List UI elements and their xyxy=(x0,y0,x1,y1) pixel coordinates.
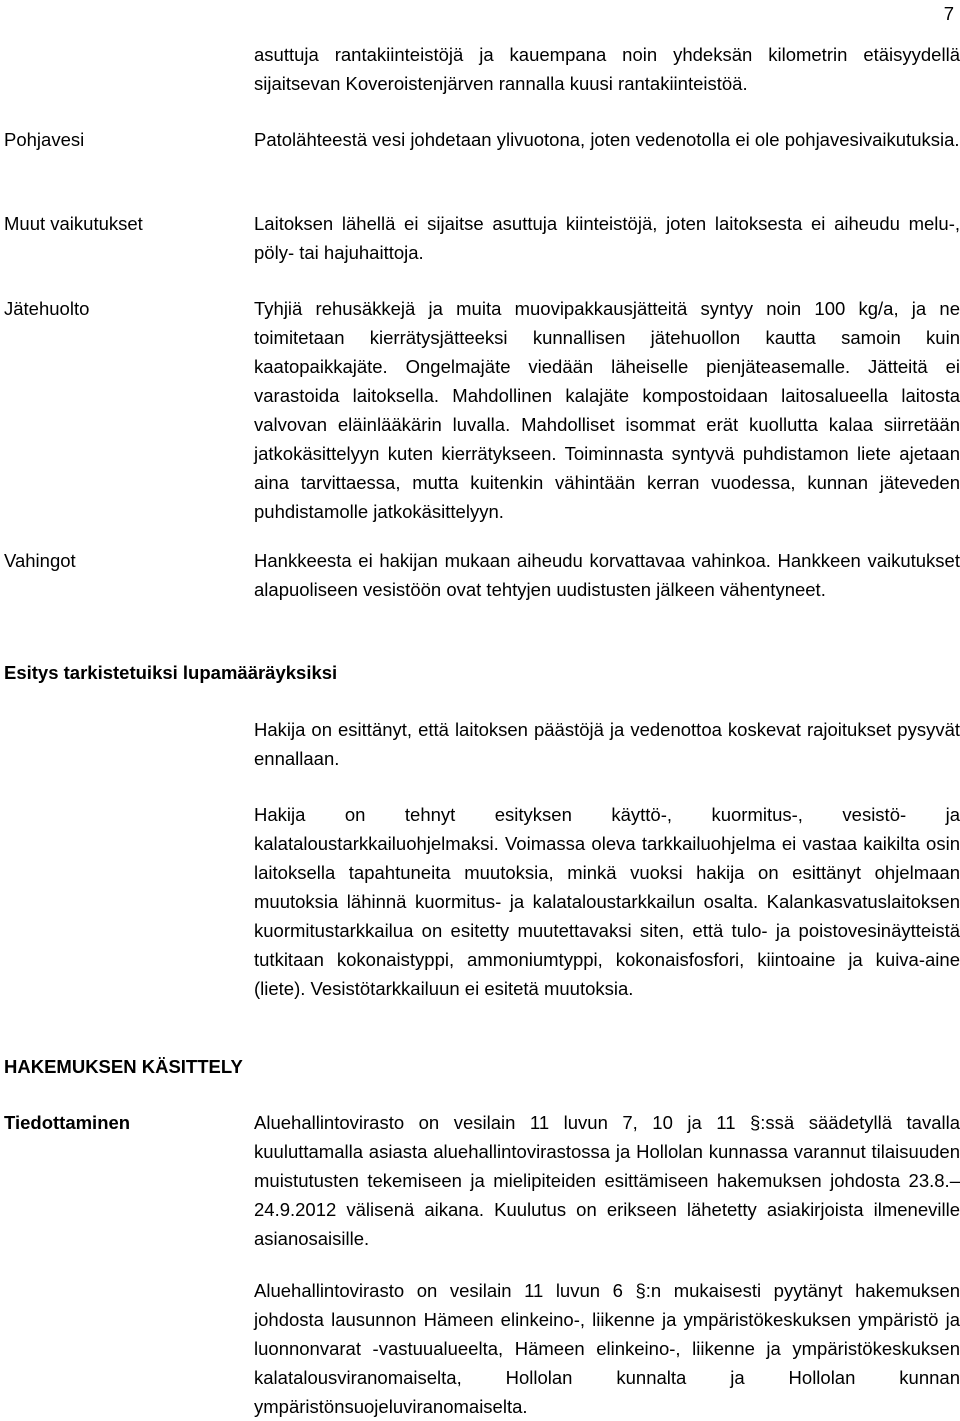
esitys-paragraph-1: Hakija on esittänyt, että laitoksen päästöjä ja vedenottoa koskevat rajoitukset pysyvät ennallaan. xyxy=(254,719,960,769)
esitys-paragraph-2: Hakija on tehnyt esityksen käyttö-, kuormitus-, vesistö- ja kalataloustarkkailuohjelmaksi. Voimassa oleva tarkkailuohjelma ei vastaa kaikilta osin laitoksella tapahtuneita muutoksia, minkä vuoksi hakija on esittänyt ohjelmaan muutoksia lähinnä kuormitus- ja kalataloustarkkailun osalta. Kalankasvatuslaitoksen kuormitustarkkailua on esitetty muutettavaksi siten, että tulo- ja poistovesinäytteistä tutkitaan kokonaistyppi, ammoniumtyppi, kokonaisfosfori, kiintoaine ja kuiva-aine (liete). Vesistötarkkailuun ei esitetä muutoksia. xyxy=(254,804,960,999)
intro-continuation-text: asuttuja rantakiinteistöjä ja kauempana noin yhdeksän kilometrin etäisyydellä sijaitsevan Koveroistenjärven rannalla kuusi rantakiinteistöä. xyxy=(254,44,960,94)
tiedottaminen-paragraph-2: Aluehallintovirasto on vesilain 11 luvun 6 §:n mukaisesti pyytänyt hakemuksen johdosta lausunnon Hämeen elinkeino-, liikenne ja ympäristökeskuksen ympäristö ja luonnonvarat -vastuualueelta, Hämeen elinkeino-, liikenne ja ympäristökeskuksen kalatalousviranomaiselta, Hollolan kunnalta ja Hollolan kunnan ympäristönsuojeluviranomaiselta. xyxy=(254,1280,960,1417)
tiedottaminen-paragraph-1: Aluehallintovirasto on vesilain 11 luvun 7, 10 ja 11 §:ssä säädetyllä tavalla kuuluttamalla asiasta aluehallintovirastossa ja Hollolan kunnassa varannut tilaisuuden muistutusten tekemiseen ja mielipiteiden esittämiseen hakemuksen johdosta 23.8.–24.9.2012 välisenä aikana. Kuulutus on erikseen lähetetty asiakirjoista ilmeneville asianosaisille. xyxy=(254,1112,960,1249)
vahingot-text: Hankkeesta ei hakijan mukaan aiheudu korvattavaa vahinkoa. Hankkeen vaikutukset alapuoliseen vesistöön ovat tehtyjen uudistusten jälkeen vähentyneet. xyxy=(254,550,960,600)
section-label-tiedottaminen: Tiedottaminen xyxy=(4,1112,131,1133)
section-label-vahingot: Vahingot xyxy=(4,550,76,571)
esitys-heading: Esitys tarkistetuiksi lupamääräyksiksi xyxy=(4,662,338,683)
section-label-jatehuolto: Jätehuolto xyxy=(4,298,90,319)
muut-vaikutukset-text: Laitoksen lähellä ei sijaitse asuttuja kiinteistöjä, joten laitoksesta ei aiheudu melu-, pöly- tai hajuhaittoja. xyxy=(254,213,960,263)
pohjavesi-text: Patolähteestä vesi johdetaan ylivuotona, joten vedenotolla ei ole pohjavesivaikutuksia. xyxy=(254,129,960,150)
section-label-pohjavesi: Pohjavesi xyxy=(4,129,85,150)
section-label-muut-vaikutukset: Muut vaikutukset xyxy=(4,213,143,234)
kasittely-heading: HAKEMUKSEN KÄSITTELY xyxy=(4,1056,243,1077)
jatehuolto-text: Tyhjiä rehusäkkejä ja muita muovipakkausjätteitä syntyy noin 100 kg/a, ja ne toimitetaan kierrätysjätteeksi kunnallisen jätehuollon kautta samoin kuin kaatopaikkajäte. Ongelmajäte viedään läheiselle pienjäteasemalle. Jätteitä ei varastoida laitoksella. Mahdollinen kalajäte kompostoidaan laitosalueella laitosta valvovan eläinlääkärin luvalla. Mahdolliset isommat erät kuollutta kalaa siirretään jatkokäsittelyyn kuten kierrätykseen. Toiminnasta syntyvä puhdistamon liete ajetaan aina tarvittaessa, mutta kuitenkin vähintään kerran vuodessa, kunnan jäteveden puhdistamolle jatkokäsittelyyn. xyxy=(254,298,960,522)
page-number: 7 xyxy=(943,3,954,24)
